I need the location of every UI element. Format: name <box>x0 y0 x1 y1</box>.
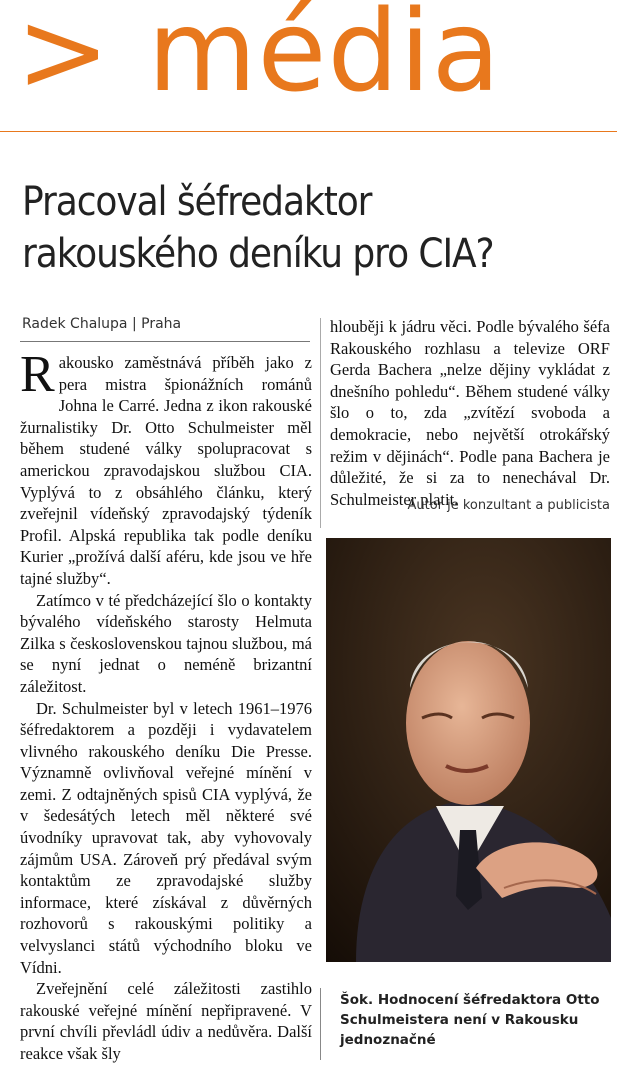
article-column-left <box>20 352 312 1072</box>
paragraph-2: Zatímco v té předcházející šlo o kontakty bývalého vídeňského starosty Helmuta Zilka s československou tajnou službou, má se nyní jednat o neméně brizantní záležitost. <box>20 590 312 696</box>
headline-line-1: Pracoval šéfredaktor <box>22 179 372 225</box>
caption-lead: Šok. <box>340 992 374 1008</box>
header-rule <box>0 131 617 132</box>
byline-rule <box>20 341 310 342</box>
byline: Radek Chalupa | Praha <box>22 316 182 332</box>
section-header <box>16 0 501 122</box>
portrait-photo-image <box>326 538 611 962</box>
portrait-photo <box>326 538 611 962</box>
paragraph-5: hlouběji k jádru věci. Podle bývalého šéfa Rakouského rozhlasu a televize ORF Gerda Bachera „nelze dějiny vykládat z dnešního pohledu“. Během studené války šlo o to, zda „zvítězí svoboda a demokracie, nebo největší otrokářský režim v dějinách“. Podle pana Bachera je důležité, že si za to nenechával Dr. Schulmeister platit. <box>330 317 610 509</box>
column-divider <box>320 318 321 528</box>
drop-cap: R <box>20 352 55 403</box>
photo-caption <box>340 990 608 1050</box>
section-name: média <box>147 0 502 117</box>
headline-line-2: rakouského deníku pro CIA? <box>22 231 494 277</box>
paragraph-4: Zveřejnění celé záležitosti zastihlo rakouské veřejné mínění nepřipravené. V první chvíli převládl údiv a nedůvěra. Další reakce však šly <box>20 979 312 1063</box>
section-marker: > <box>16 0 111 117</box>
caption-rule <box>320 988 321 1060</box>
paragraph-3: Dr. Schulmeister byl v letech 1961–1976 šéfredaktorem a později i vydavatelem vlivného rakouského deníku Die Presse. Významně ovlivňoval veřejné mínění v zemi. Z odtajněných spisů CIA vyplývá, že v šedesátých letech měl některé své úvodníky upravovat tak, aby vyhovovaly zájmům USA. Zároveň prý předával svým kontaktům ze zpravodajské služby informace, které získával z důvěrných rozhovorů s rakouskými politiky a velvyslanci států východního bloku ve Vídni. <box>20 698 312 977</box>
paragraph-1 <box>20 352 312 590</box>
article-column-right <box>330 316 610 510</box>
caption-text: Hodnocení šéfredaktora Otto Schulmeistera není v Rakousku jednoznačné <box>340 992 600 1048</box>
author-note: Autor je konzultant a publicista <box>407 498 610 513</box>
article-headline <box>22 176 553 280</box>
paragraph-1-text: akousko zaměstnává příběh jako z pera mistra špionážních románů Johna le Carré. Jedna z ikon rakouské žurnalistiky Dr. Otto Schulmeister měl během studené války spolupracovat s americkou zpravodajskou službou CIA. Vyplývá to z obsáhlého článku, který zveřejnil vídeňský zpravodajský týdeník Profil. Alpská republika tak podle deníku Kurier „prožívá další aféru, kde jsou ve hře tajné služby“. <box>20 353 312 588</box>
